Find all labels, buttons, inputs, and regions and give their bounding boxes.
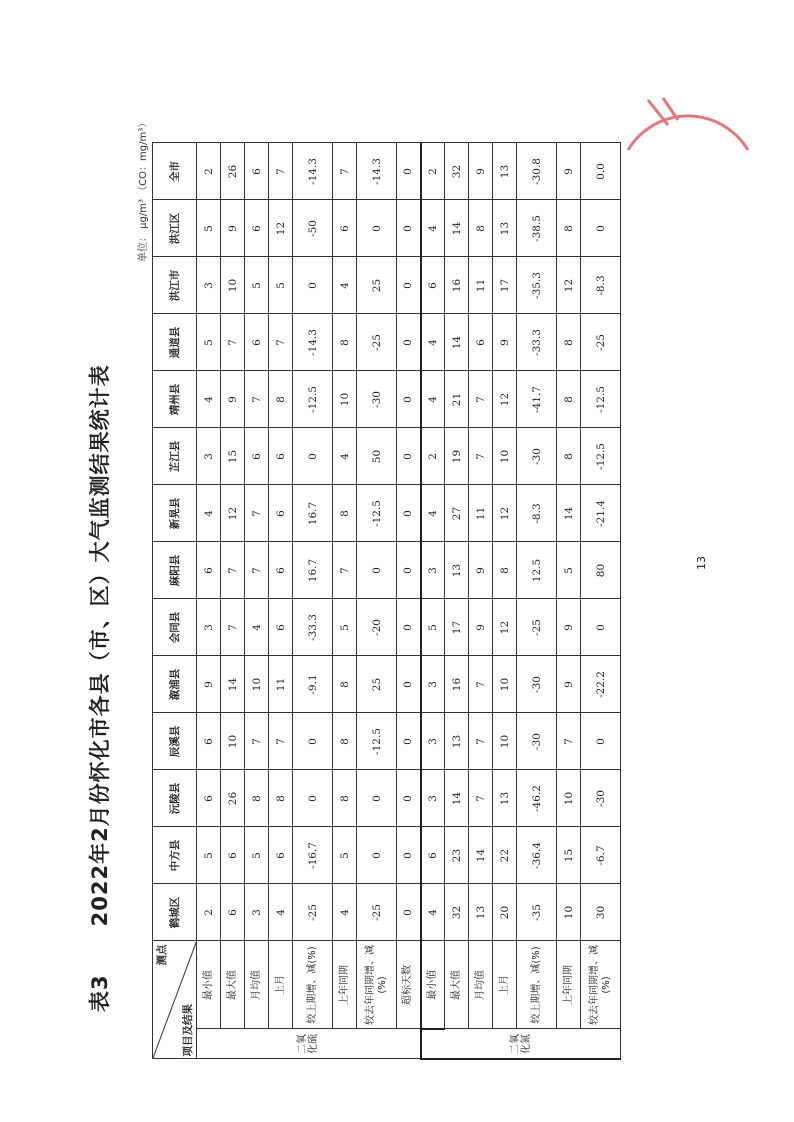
data-cell: 9	[557, 656, 581, 713]
data-cell: 0	[293, 257, 333, 314]
data-cell: 3	[197, 428, 221, 485]
data-cell: 8	[333, 713, 357, 770]
red-seal-stamp	[618, 70, 758, 158]
data-cell: 7	[221, 599, 245, 656]
data-cell: 6	[221, 827, 245, 884]
data-cell: 0	[397, 599, 421, 656]
data-cell: 3	[197, 599, 221, 656]
data-cell: -12.5	[357, 485, 397, 542]
data-cell: 6	[197, 770, 221, 827]
data-cell: 8	[333, 314, 357, 371]
data-cell: 4	[269, 884, 293, 941]
row-label: 上月	[493, 941, 517, 1029]
table-body	[197, 143, 621, 1059]
data-cell: 23	[445, 827, 469, 884]
data-cell: 14	[445, 770, 469, 827]
data-cell: 3	[421, 656, 445, 713]
data-cell: 0	[581, 200, 621, 257]
data-cell: 12.5	[517, 542, 557, 599]
data-cell: 9	[557, 599, 581, 656]
data-cell: 14	[469, 827, 493, 884]
data-cell: -25	[293, 884, 333, 941]
data-cell: 10	[557, 884, 581, 941]
data-cell: 5	[421, 599, 445, 656]
data-cell: 12	[269, 200, 293, 257]
data-cell: 7	[333, 542, 357, 599]
data-cell: 26	[221, 770, 245, 827]
data-cell: 13	[493, 770, 517, 827]
corner-top-label: 测点	[156, 944, 168, 966]
data-cell: -30	[517, 656, 557, 713]
data-cell: 8	[333, 656, 357, 713]
row-label: 最大值	[221, 941, 245, 1029]
data-cell: 16.7	[293, 485, 333, 542]
data-cell: 10	[493, 428, 517, 485]
data-cell: -30	[517, 713, 557, 770]
data-cell: 16.7	[293, 542, 333, 599]
data-cell: 6	[197, 713, 221, 770]
table-row	[293, 143, 333, 1059]
row-label: 月均值	[245, 941, 269, 1029]
data-cell: 10	[221, 713, 245, 770]
data-cell: -50	[293, 200, 333, 257]
row-label: 较去年同期增、减(%)	[581, 941, 621, 1029]
table-row	[245, 143, 269, 1059]
row-label: 上年同期	[557, 941, 581, 1029]
data-cell: 7	[221, 314, 245, 371]
data-cell: 7	[245, 371, 269, 428]
table-row	[357, 143, 397, 1059]
page-number: 13	[695, 556, 708, 570]
data-cell: 0	[397, 485, 421, 542]
header-row	[153, 143, 197, 1059]
data-cell: -22.2	[581, 656, 621, 713]
data-cell: 3	[197, 257, 221, 314]
data-cell: 7	[245, 542, 269, 599]
data-cell: 10	[333, 371, 357, 428]
data-cell: 5	[197, 827, 221, 884]
column-header: 靖州县	[153, 371, 197, 428]
data-cell: 11	[469, 257, 493, 314]
data-cell: -35	[517, 884, 557, 941]
data-cell: 12	[221, 485, 245, 542]
data-cell: 4	[197, 371, 221, 428]
data-cell: 11	[469, 485, 493, 542]
data-cell: 5	[269, 257, 293, 314]
data-cell: 32	[445, 884, 469, 941]
unit-note: 单位： μg/m³ （CO：mg/m³）	[138, 117, 149, 262]
data-cell: 6	[269, 485, 293, 542]
data-cell: 7	[469, 371, 493, 428]
data-cell: -25	[517, 599, 557, 656]
row-label: 最小值	[421, 941, 445, 1029]
data-cell: 0	[293, 428, 333, 485]
group-label: 二氧化氮	[421, 1029, 621, 1059]
statistics-table	[152, 143, 621, 1061]
data-cell: 7	[221, 542, 245, 599]
data-cell: 0	[397, 884, 421, 941]
data-cell: -33.3	[293, 599, 333, 656]
data-cell: 7	[269, 713, 293, 770]
data-cell: 0	[293, 713, 333, 770]
corner-cell	[153, 941, 197, 1059]
table-row	[397, 143, 421, 1059]
data-cell: 0	[397, 428, 421, 485]
column-header: 新晃县	[153, 485, 197, 542]
data-cell: 9	[221, 371, 245, 428]
data-cell: 11	[269, 656, 293, 713]
data-cell: 2	[197, 884, 221, 941]
column-header: 辰溪县	[153, 713, 197, 770]
data-cell: -41.7	[517, 371, 557, 428]
data-cell: 5	[197, 200, 221, 257]
data-cell: 8	[245, 770, 269, 827]
column-header: 麻阳县	[153, 542, 197, 599]
data-cell: 3	[421, 713, 445, 770]
data-cell: 5	[557, 542, 581, 599]
data-cell: 5	[245, 257, 269, 314]
data-cell: 12	[493, 485, 517, 542]
table-label: 表3	[88, 974, 112, 1012]
data-cell: -12.5	[581, 428, 621, 485]
data-cell: 6	[245, 314, 269, 371]
data-cell: -25	[357, 884, 397, 941]
data-cell: 13	[493, 143, 517, 200]
data-cell: 16	[445, 257, 469, 314]
data-cell: 0	[397, 200, 421, 257]
document-title	[84, 364, 114, 1012]
data-cell: 7	[469, 656, 493, 713]
data-cell: 9	[469, 542, 493, 599]
data-cell: 13	[493, 200, 517, 257]
data-cell: 4	[421, 371, 445, 428]
data-cell: 9	[557, 143, 581, 200]
data-cell: -30	[581, 770, 621, 827]
data-cell: 14	[557, 485, 581, 542]
data-cell: 9	[469, 599, 493, 656]
data-cell: 25	[357, 656, 397, 713]
data-cell: 19	[445, 428, 469, 485]
data-cell: -12.5	[581, 371, 621, 428]
data-cell: 0	[357, 827, 397, 884]
data-cell: -33.3	[517, 314, 557, 371]
data-cell: 5	[245, 827, 269, 884]
row-label: 上月	[269, 941, 293, 1029]
table-row	[445, 143, 469, 1059]
data-cell: -14.3	[357, 143, 397, 200]
data-cell: 9	[197, 656, 221, 713]
data-cell: 0	[581, 599, 621, 656]
data-cell: 6	[421, 257, 445, 314]
data-cell: 9	[469, 143, 493, 200]
data-cell: 4	[421, 314, 445, 371]
data-cell: 27	[445, 485, 469, 542]
data-cell: -16.7	[293, 827, 333, 884]
data-cell: 0	[357, 542, 397, 599]
column-header: 洪江市	[153, 257, 197, 314]
data-cell: 0	[357, 200, 397, 257]
data-cell: 0	[581, 713, 621, 770]
data-cell: 0	[397, 827, 421, 884]
data-cell: 14	[221, 656, 245, 713]
row-label: 超标天数	[397, 941, 421, 1029]
data-cell: -30	[357, 371, 397, 428]
data-cell: 0	[293, 770, 333, 827]
data-cell: 7	[245, 485, 269, 542]
data-cell: 26	[221, 143, 245, 200]
data-cell: -25	[581, 314, 621, 371]
data-cell: 4	[197, 485, 221, 542]
data-cell: 0	[397, 542, 421, 599]
data-cell: 20	[493, 884, 517, 941]
column-header: 鹤城区	[153, 884, 197, 941]
table-row	[221, 143, 245, 1059]
data-cell: 14	[445, 200, 469, 257]
data-cell: 6	[333, 200, 357, 257]
data-cell: 4	[421, 200, 445, 257]
data-cell: 3	[421, 542, 445, 599]
table-row	[557, 143, 581, 1059]
data-cell: 6	[469, 314, 493, 371]
data-cell: 7	[269, 314, 293, 371]
data-cell: 6	[221, 884, 245, 941]
data-cell: 6	[421, 827, 445, 884]
data-cell: 5	[333, 827, 357, 884]
data-cell: -14.3	[293, 143, 333, 200]
data-cell: 13	[445, 713, 469, 770]
data-cell: 4	[333, 884, 357, 941]
data-cell: 0	[397, 314, 421, 371]
data-cell: 6	[269, 599, 293, 656]
data-cell: 9	[493, 314, 517, 371]
data-cell: -30	[517, 428, 557, 485]
data-cell: 10	[557, 770, 581, 827]
data-cell: -8.3	[517, 485, 557, 542]
data-cell: 0	[397, 257, 421, 314]
data-cell: 10	[493, 656, 517, 713]
data-cell: 8	[493, 542, 517, 599]
data-cell: 15	[221, 428, 245, 485]
data-cell: 4	[333, 257, 357, 314]
data-cell: 7	[469, 770, 493, 827]
table-row	[469, 143, 493, 1059]
column-header: 洪江区	[153, 200, 197, 257]
data-cell: 32	[445, 143, 469, 200]
data-cell: 4	[333, 428, 357, 485]
data-cell: 7	[469, 428, 493, 485]
data-cell: 0	[397, 371, 421, 428]
data-cell: 16	[445, 656, 469, 713]
row-label: 最大值	[445, 941, 469, 1029]
data-cell: 6	[269, 542, 293, 599]
row-label: 较上期增、减(%)	[293, 941, 333, 1029]
data-cell: 8	[269, 371, 293, 428]
data-cell: 0	[397, 656, 421, 713]
data-cell: 25	[357, 257, 397, 314]
data-cell: 50	[357, 428, 397, 485]
data-cell: -38.5	[517, 200, 557, 257]
data-cell: -25	[357, 314, 397, 371]
data-cell: 6	[197, 542, 221, 599]
data-cell: -20	[357, 599, 397, 656]
data-cell: 6	[245, 428, 269, 485]
data-cell: 5	[197, 314, 221, 371]
data-cell: 80	[581, 542, 621, 599]
data-cell: -8.3	[581, 257, 621, 314]
data-cell: 8	[333, 770, 357, 827]
data-cell: 0.0	[581, 143, 621, 200]
data-cell: -12.5	[293, 371, 333, 428]
column-header: 全市	[153, 143, 197, 200]
data-cell: 8	[557, 314, 581, 371]
data-cell: 10	[493, 713, 517, 770]
data-cell: 3	[245, 884, 269, 941]
data-cell: 13	[445, 542, 469, 599]
data-cell: 8	[557, 428, 581, 485]
data-cell: -6.7	[581, 827, 621, 884]
table-row	[333, 143, 357, 1059]
data-cell: 0	[397, 770, 421, 827]
row-label: 较上期增、减(%)	[517, 941, 557, 1029]
data-cell: 6	[269, 428, 293, 485]
data-cell: -9.1	[293, 656, 333, 713]
column-header: 会同县	[153, 599, 197, 656]
data-cell: 10	[221, 257, 245, 314]
data-cell: 30	[581, 884, 621, 941]
data-cell: 8	[333, 485, 357, 542]
corner-bottom-label: 项目及结果	[182, 1004, 194, 1057]
data-cell: 7	[269, 143, 293, 200]
data-cell: 21	[445, 371, 469, 428]
data-cell: 10	[245, 656, 269, 713]
table-row	[269, 143, 293, 1059]
data-cell: -21.4	[581, 485, 621, 542]
data-cell: 22	[493, 827, 517, 884]
data-cell: 17	[445, 599, 469, 656]
row-label: 较去年同期增、减(%)	[357, 941, 397, 1029]
row-label: 最小值	[197, 941, 221, 1029]
column-header: 芷江县	[153, 428, 197, 485]
row-label: 月均值	[469, 941, 493, 1029]
data-cell: 4	[421, 485, 445, 542]
data-cell: -30.8	[517, 143, 557, 200]
column-header: 沅陵县	[153, 770, 197, 827]
column-header: 通道县	[153, 314, 197, 371]
data-cell: -36.4	[517, 827, 557, 884]
data-cell: 2	[197, 143, 221, 200]
data-cell: 7	[557, 713, 581, 770]
data-cell: -12.5	[357, 713, 397, 770]
data-cell: 6	[245, 143, 269, 200]
data-cell: 0	[397, 713, 421, 770]
data-cell: 2	[421, 143, 445, 200]
data-cell: 15	[557, 827, 581, 884]
data-cell: -35.3	[517, 257, 557, 314]
row-label: 上年同期	[333, 941, 357, 1029]
data-cell: 12	[493, 371, 517, 428]
data-cell: 7	[469, 713, 493, 770]
table-row	[197, 143, 221, 1059]
data-cell: 17	[493, 257, 517, 314]
data-cell: -14.3	[293, 314, 333, 371]
table-row	[517, 143, 557, 1059]
data-cell: 4	[245, 599, 269, 656]
table-row	[421, 143, 445, 1059]
data-cell: 0	[397, 143, 421, 200]
data-cell: 8	[557, 200, 581, 257]
data-cell: 0	[357, 770, 397, 827]
data-cell: 12	[557, 257, 581, 314]
data-cell: 6	[269, 827, 293, 884]
data-cell: 3	[421, 770, 445, 827]
table-row	[581, 143, 621, 1059]
data-cell: 7	[333, 143, 357, 200]
table-row	[493, 143, 517, 1059]
column-header: 中方县	[153, 827, 197, 884]
data-cell: 8	[469, 200, 493, 257]
data-cell: 13	[469, 884, 493, 941]
title-text: 2022年2月份怀化市各县（市、区）大气监测结果统计表	[88, 364, 112, 927]
data-cell: 12	[493, 599, 517, 656]
column-header: 溆浦县	[153, 656, 197, 713]
data-cell: 5	[333, 599, 357, 656]
data-cell: 9	[221, 200, 245, 257]
data-cell: 7	[245, 713, 269, 770]
data-cell: 8	[269, 770, 293, 827]
data-cell: -46.2	[517, 770, 557, 827]
data-cell: 8	[557, 371, 581, 428]
data-cell: 14	[445, 314, 469, 371]
data-cell: 4	[421, 884, 445, 941]
data-cell: 2	[421, 428, 445, 485]
data-cell: 6	[245, 200, 269, 257]
group-label: 二氧化硫	[197, 1029, 421, 1059]
